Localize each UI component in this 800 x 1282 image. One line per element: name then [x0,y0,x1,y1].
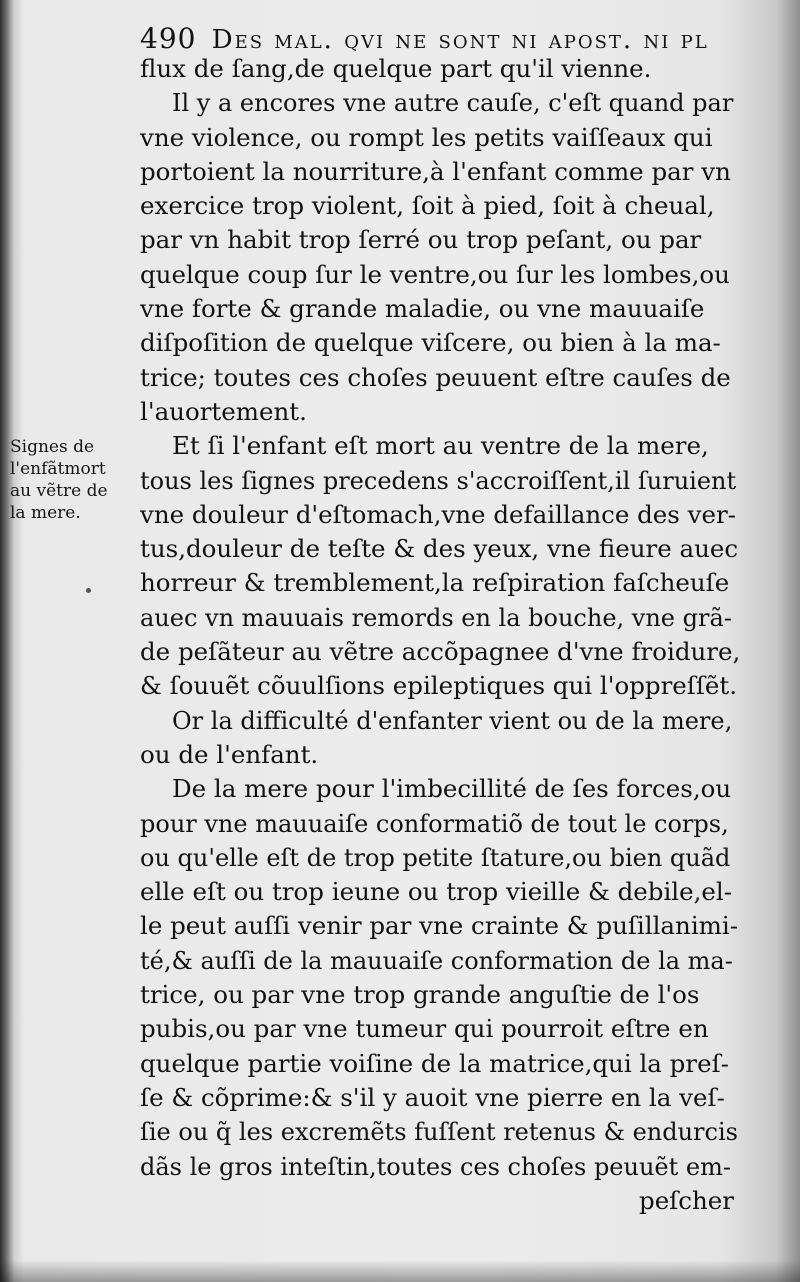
running-title: Des mal. qvi ne sont ni apost. ni pl [211,25,709,55]
text-line: ou qu'elle eſt de trop petite ſtature,ou bien quãd [140,843,731,872]
text-line: Et ſi l'enfant eſt mort au ventre de la mere, [172,431,709,461]
text-line: vne douleur d'eſtomach,vne defaillance des ver- [140,499,736,529]
text-line: portoient la nourriture,à l'enfant comme par vn [140,156,731,186]
text-line: ou de l'enfant. [140,739,319,769]
text-line: elle eſt ou trop ieune ou trop vieille & debile,el- [140,877,733,907]
margin-note-line: au vẽtre de [10,481,108,501]
catchword: peſcher [639,1185,734,1215]
margin-note-line: la mere. [10,503,81,523]
text-line: ſe & cõprime:& s'il y auoit vne pierre en la veſ- [140,1082,725,1112]
text-line: tous les ſignes precedens s'accroiſſent,il ſuruient [140,466,737,495]
text-line: par vn habit trop ſerré ou trop peſant, ou par [140,225,702,255]
text-line: vne forte & grande maladie, ou vne mauuaiſe [140,294,705,324]
text-line: pour vne mauuaiſe conformatiõ de tout le corps, [140,809,729,838]
margin-note [10,436,138,524]
text-line: & ſouuẽt cõuulſions epileptiques qui l'oppreſſẽt. [140,671,738,701]
margin-note-line: Signes de [10,437,95,457]
text-line: diſpoſition de quelque viſcere, ou bien à la ma- [140,328,721,358]
text-line: té,& auſſi de la mauuaiſe conformation de la ma- [140,946,733,975]
text-line: Or la difficulté d'enfanter vient ou de la mere, [172,706,733,735]
margin-note-line: l'enfãtmort [10,459,106,479]
page-number: 490 [140,22,197,55]
text-line: pubis,ou par vne tumeur qui pourroit eſtre en [140,1014,709,1044]
text-line: De la mere pour l'imbecillité de ſes forces,ou [172,774,732,804]
text-line: quelque partie voiſine de la matrice,qui la preſ- [140,1048,729,1078]
text-line: flux de ſang,de quelque part qu'il vienne. [140,54,652,83]
text-line: ſie ou q̃ les excremẽts fuſſent retenus & endurcis [140,1118,738,1147]
text-line: Il y a encores vne autre cauſe, c'eſt quand par [172,89,734,118]
text-line: de peſãteur au vẽtre accõpagnee d'vne froidure, [140,637,741,667]
text-line: quelque coup ſur le ventre,ou ſur les lombes,ou [140,259,730,289]
text-line: trice, ou par vne trop grande anguſtie de l'os [140,980,700,1010]
text-line: auec vn mauuais remords en la bouche, vne grã- [140,603,732,632]
page-edge-shadow [0,1260,800,1282]
body-text [140,52,740,1218]
text-line: tus,douleur de teſte & des yeux, vne fieure auec [140,534,739,564]
text-line: trice; toutes ces choſes peuuent eſtre cauſes de [140,362,731,392]
ink-spot [86,588,91,593]
text-line: horreur & tremblement,la reſpiration faſcheuſe [140,568,730,598]
text-line: exercice trop violent, ſoit à pied, ſoit à cheual, [140,191,715,221]
text-line: l'auortement. [140,396,307,426]
text-line: le peut auſſi venir par vne crainte & puſillanimi- [140,911,739,941]
text-line: vne violence, ou rompt les petits vaiſſeaux qui [140,122,713,152]
text-line: dãs le gros inteſtin,toutes ces choſes peuuẽt em- [140,1152,731,1181]
